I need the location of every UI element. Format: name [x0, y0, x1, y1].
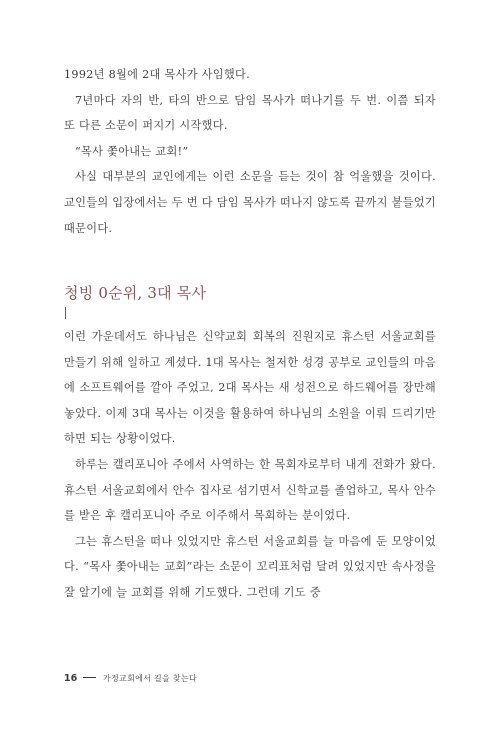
- section-1-body: [64, 62, 436, 241]
- section-2-body: [64, 324, 436, 606]
- paragraph: 그는 휴스턴을 떠나 있었지만 휴스턴 서울교회를 늘 마음에 둔 모양이었다. “목사 쫓아내는 교회”라는 소문이 꼬리표처럼 달려 있었지만 속사정을 잘 알기에 늘 교회를 위해 기도했다. 그런데 기도 중: [64, 534, 436, 599]
- paragraph: 7년마다 자의 반, 타의 반으로 담임 목사가 떠나기를 두 번. 이쯤 되자 또 다른 소문이 퍼지기 시작했다.: [64, 93, 436, 133]
- quote-paragraph: “목사 쫓아내는 교회!”: [75, 144, 189, 158]
- footer-separator: [83, 677, 96, 678]
- paragraph: 사실 대부분의 교인에게는 이런 소문을 듣는 것이 참 억울했을 것이다. 교인들의 입장에서는 두 번 다 담임 목사가 떠나지 않도록 끝까지 붙들었기 때문이다.: [64, 170, 436, 235]
- page-footer: [64, 673, 197, 685]
- paragraph: 하루는 캘리포니아 주에서 사역하는 한 목회자로부터 내게 전화가 왔다. 휴스턴 서울교회에서 안수 집사로 섬기면서 신학교를 졸업하고, 목사 안수를 받은 후 캘리포니아 주로 이주해서 목회하는 분이었다.: [64, 457, 436, 523]
- page-number: 16: [64, 673, 78, 684]
- heading-marker: [65, 307, 66, 319]
- paragraph: 1992년 8월에 2대 목사가 사임했다.: [64, 68, 250, 81]
- paragraph: 이런 가운데서도 하나님은 신약교회 회복의 진원지로 휴스턴 서울교회를 만들기 위해 일하고 계셨다. 1대 목사는 철저한 성경 공부로 교인들의 마음에 소프트웨어를 깔아 주었고, 2대 목사는 새 성전으로 하드웨어를 장만해 놓았다. 이제 3대 목사는 이것을 활용하여 하나님의 소원을 이뤄 드리기만 하면 되는 상황이었다.: [64, 330, 436, 446]
- running-title: 가정교회에서 길을 찾는다: [102, 674, 197, 683]
- section-heading: 청빙 0순위, 3대 목사: [64, 284, 207, 302]
